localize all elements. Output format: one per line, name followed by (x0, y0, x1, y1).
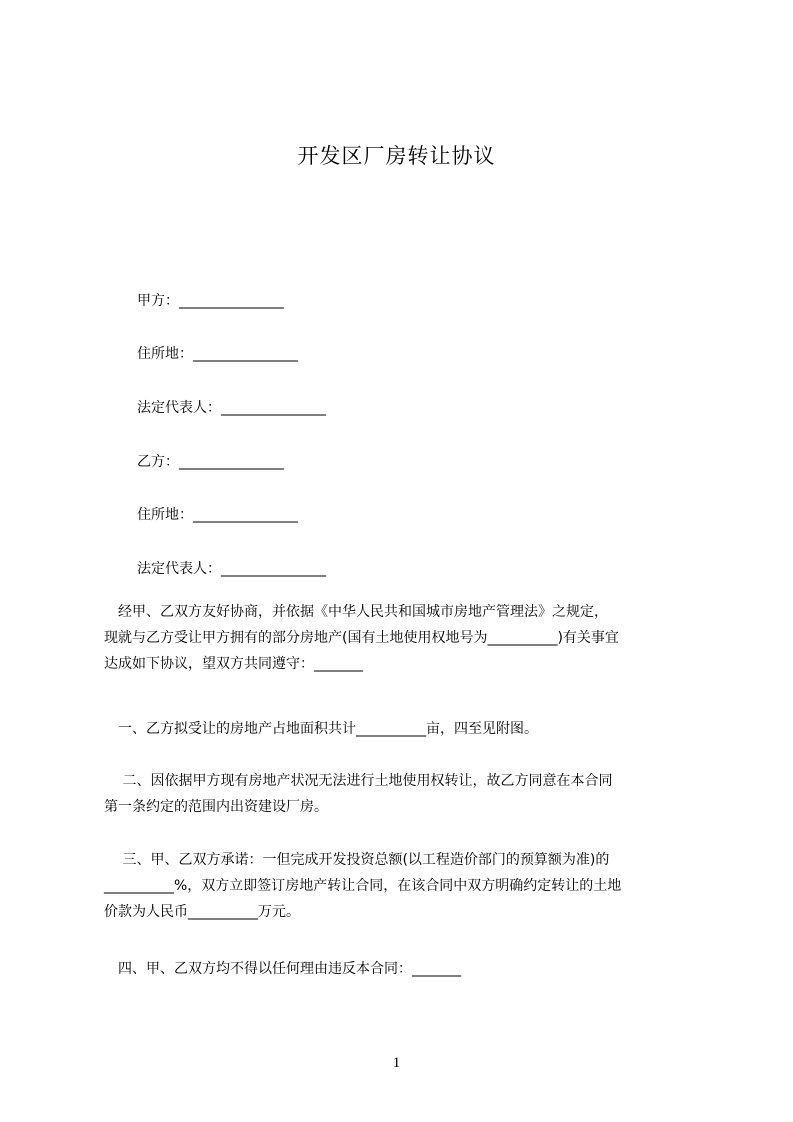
party-b-representative-field: 法定代表人：_______________ (137, 561, 326, 577)
clause-3-paragraph (104, 847, 700, 925)
paragraph-line: 四、甲、乙双方均不得以任何理由违反本合同：_______ (104, 961, 461, 977)
paragraph-line: 经甲、乙双方友好协商，并依据《中华人民共和国城市房地产管理法》之规定， (104, 604, 608, 620)
party-a-address-field: 住所地：_______________ (137, 346, 298, 362)
paragraph-line: 现就与乙方受让甲方拥有的部分房地产(国有土地使用权地号为__________)有关事宜 (104, 630, 619, 646)
clause-1-paragraph (104, 716, 700, 742)
paragraph-line: 第一条约定的范围内出资建设厂房。 (104, 799, 328, 815)
paragraph-line: 一、乙方拟受让的房地产占地面积共计__________亩，四至见附图。 (104, 721, 538, 737)
paragraph-line: 三、甲、乙双方承诺：一但完成开发投资总额(以工程造价部门的预算额为准)的 (104, 852, 610, 868)
party-a-representative-field: 法定代表人：_______________ (137, 400, 326, 416)
preamble-paragraph (104, 599, 700, 677)
page-number: 1 (392, 1055, 401, 1071)
clause-2-paragraph (104, 768, 700, 820)
paragraph-line: 价款为人民币__________万元。 (104, 904, 300, 920)
paragraph-line: __________%，双方立即签订房地产转让合同，在该合同中双方明确约定转让的土地 (104, 878, 622, 894)
clause-4-paragraph (104, 956, 700, 982)
party-a-field: 甲方：_______________ (137, 293, 284, 309)
party-b-field: 乙方：_______________ (137, 454, 284, 470)
paragraph-line: 二、因依据甲方现有房地产状况无法进行土地使用权转让，故乙方同意在本合同 (104, 773, 613, 789)
document-title: 开发区厂房转让协议 (297, 144, 496, 168)
party-b-address-field: 住所地：_______________ (137, 507, 298, 523)
paragraph-line: 达成如下协议，望双方共同遵守：_______ (104, 656, 363, 672)
